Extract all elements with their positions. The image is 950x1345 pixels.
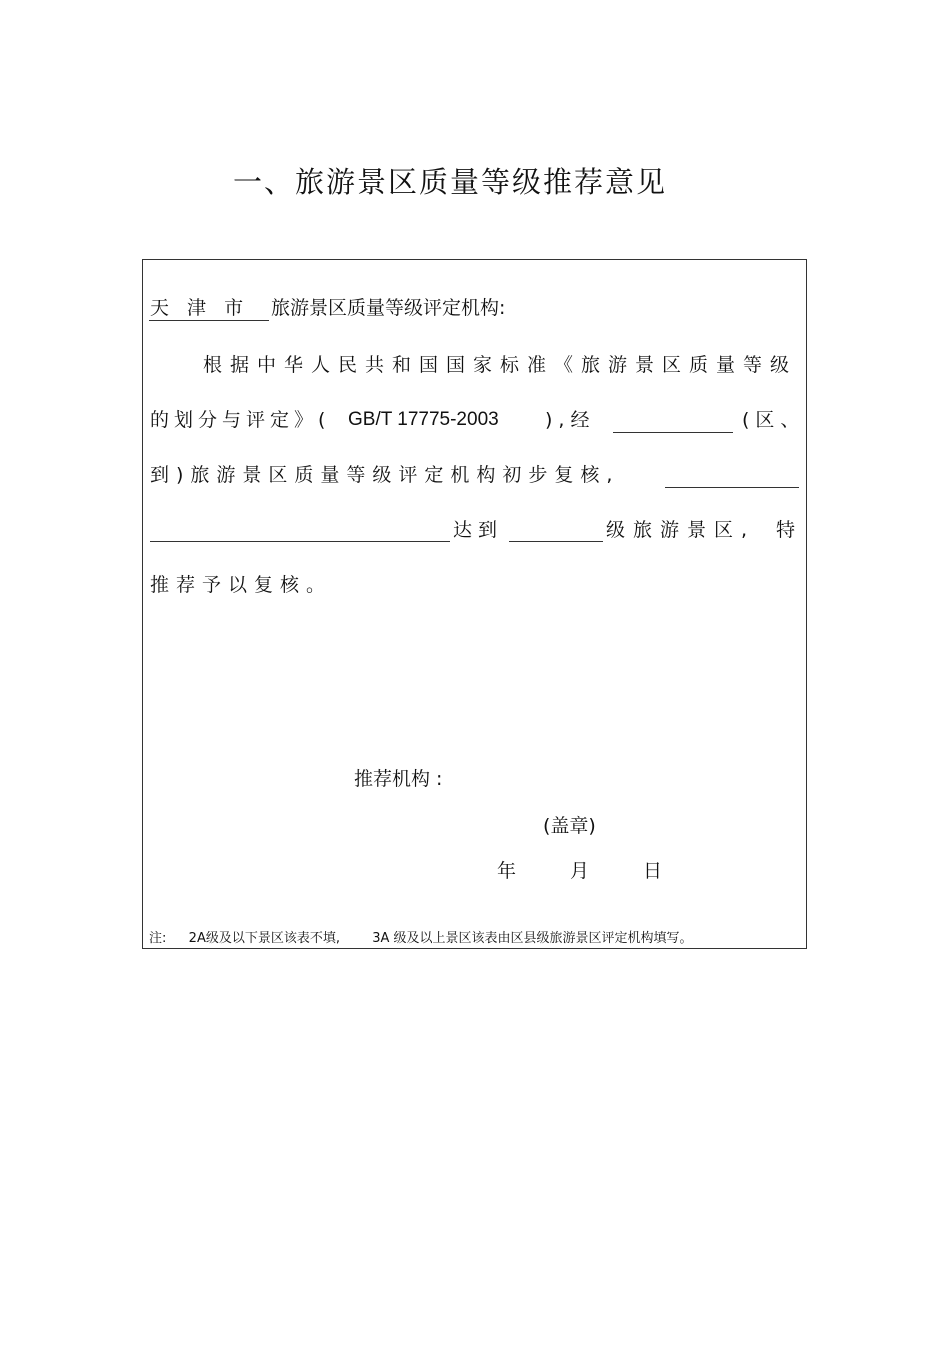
addressee-rest: 旅游景区质量等级评定机构: <box>271 297 506 319</box>
date-year: 年 <box>497 860 517 882</box>
paragraph-line-2-a: 的划分与评定》( <box>150 409 331 431</box>
footnote <box>149 930 693 948</box>
paragraph-line-5: 推荐予以复核。 <box>150 574 333 596</box>
paragraph-line-1: 根据中华人民共和国国家标准《旅游景区质量等级 <box>203 354 798 376</box>
district-name-blank <box>613 432 733 433</box>
addressee-city-underline <box>149 320 269 321</box>
scenic-name-blank-2 <box>150 541 450 542</box>
paragraph-line-3: 到)旅游景区质量等级评定机构初步复核, <box>150 464 620 486</box>
footnote-prefix: 注: <box>149 931 167 946</box>
paragraph-line-4-b: 级旅游景区, <box>606 519 756 541</box>
paragraph-line-4-c: 特 <box>776 519 796 541</box>
paragraph-line-4-a: 达到 <box>453 519 504 541</box>
date-month: 月 <box>570 860 590 882</box>
grade-blank <box>509 541 603 542</box>
scenic-name-blank-1 <box>665 487 799 488</box>
paragraph-line-2-b: ),经 <box>545 409 596 431</box>
standard-code: GB/T 17775-2003 <box>348 409 499 430</box>
recommender-label: 推荐机构 : <box>354 768 443 790</box>
date-day: 日 <box>643 860 663 882</box>
footnote-part-2: 3A 级及以上景区该表由区县级旅游景区评定机构填写。 <box>372 931 693 946</box>
paragraph-line-2-c: (区、 <box>742 409 806 431</box>
seal-label: (盖章) <box>543 815 596 837</box>
page-title: 一、旅游景区质量等级推荐意见 <box>232 165 667 199</box>
addressee-city: 天 津 市 <box>150 297 250 319</box>
footnote-part-1: 2A级及以下景区该表不填, <box>188 931 340 946</box>
